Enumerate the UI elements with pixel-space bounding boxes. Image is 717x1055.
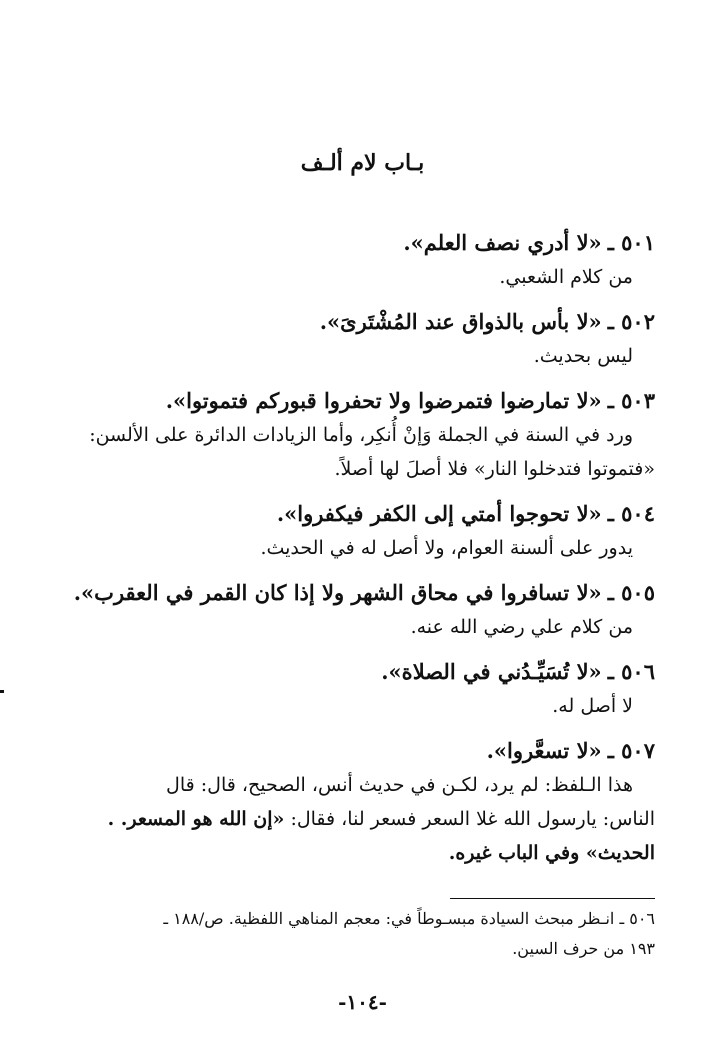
entry-saying: «لا أدري نصف العلم». <box>403 230 602 255</box>
entry-comment-line: الحديث» وفي الباب غيره. <box>448 842 655 864</box>
entry-number: ٥٠٢ ـ <box>607 309 655 334</box>
entry-505 <box>70 576 655 644</box>
entry-507 <box>70 734 655 870</box>
entry-comment: يدور على ألسنة العوام، ولا أصل له في الحديث. <box>260 537 633 559</box>
entry-comment-line: هذا الـلفظ: لم يرد، لكـن في حديث أنس، الصحيح، قال: قال <box>166 774 633 796</box>
entry-comment: ليس بحديث. <box>533 345 633 367</box>
entry-number: ٥٠٥ ـ <box>607 580 655 605</box>
entry-saying: «لا تحوجوا أمتي إلى الكفر فيكفروا». <box>276 501 602 526</box>
quoted-hadith: «إن الله هو المسعر. . <box>107 808 285 830</box>
entry-comment-line <box>70 802 655 836</box>
page-number: -١٠٤- <box>338 990 387 1014</box>
entry-number: ٥٠٦ ـ <box>607 659 655 684</box>
entry-501 <box>70 226 655 294</box>
entry-comment <box>70 418 655 486</box>
entry-comment: من كلام علي رضي الله عنه. <box>410 616 633 638</box>
entry-number: ٥٠٤ ـ <box>607 501 655 526</box>
entry-comment-text: الناس: يارسول الله غلا السعر فسعر لنا، فقال: <box>290 808 655 830</box>
footnote-line: ١٩٣ من حرف السين. <box>512 939 655 958</box>
entry-heading <box>70 384 655 418</box>
entry-heading <box>70 305 655 339</box>
entry-number: ٥٠٣ ـ <box>607 388 655 413</box>
entry-saying: «لا بأس بالذواق عند المُشْتَرىَ». <box>319 309 602 334</box>
entry-number: ٥٠٧ ـ <box>607 738 655 763</box>
entry-saying: «لا تسعَّروا». <box>486 738 602 763</box>
footnote-line: ٥٠٦ ـ انـظر مبحث السيادة مبسـوطاً في: معجم المناهي اللفظية. ص/١٨٨ ـ <box>163 909 655 928</box>
entry-saying: «لا تسافروا في محاق الشهر ولا إذا كان القمر في العقرب». <box>73 580 602 605</box>
entries-list <box>70 226 655 881</box>
entry-comment: لا أصل له. <box>552 695 633 717</box>
entry-heading <box>70 497 655 531</box>
entry-comment-line: «فتموتوا فتدخلوا النار» فلا أصلَ لها أصلاً. <box>334 458 655 480</box>
entry-502 <box>70 305 655 373</box>
entry-comment: من كلام الشعبي. <box>499 266 633 288</box>
scan-edge-mark <box>0 690 4 693</box>
entry-503 <box>70 384 655 486</box>
entry-heading <box>70 226 655 260</box>
entry-heading <box>70 576 655 610</box>
entry-heading <box>70 734 655 768</box>
entry-comment-line: ورد في السنة في الجملة وَإنْ أُنكِر، وأما الزيادات الدائرة على الألسن: <box>89 424 633 446</box>
footnote-divider <box>450 898 655 899</box>
entry-506 <box>70 655 655 723</box>
entry-saying: «لا تمارضوا فتمرضوا ولا تحفروا قبوركم فتموتوا». <box>165 388 602 413</box>
entry-heading <box>70 655 655 689</box>
entry-504 <box>70 497 655 565</box>
footnotes <box>70 904 655 964</box>
entry-comment <box>70 768 655 870</box>
book-page <box>70 0 655 1055</box>
entry-number: ٥٠١ ـ <box>607 230 655 255</box>
chapter-title: بـاب لام ألـف <box>300 150 425 176</box>
entry-saying: «لا تُسَيِّـدُني في الصلاة». <box>381 659 602 684</box>
